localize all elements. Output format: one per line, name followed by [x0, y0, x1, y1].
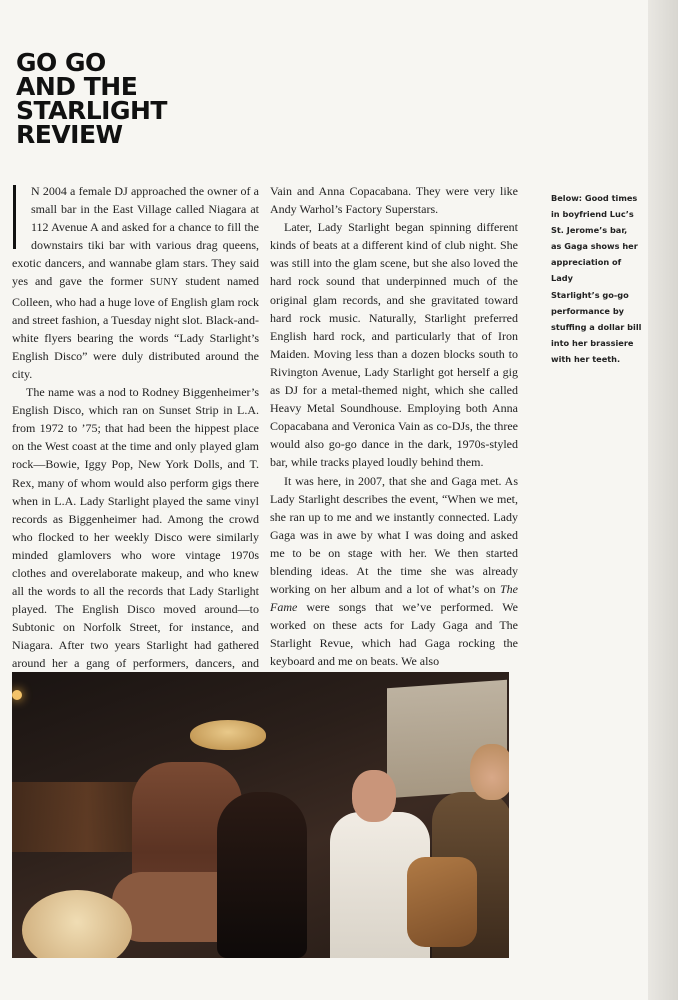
paragraph-text: student named Colleen, who had a huge love of English glam rock and street fashion, a Tuesday night slot. Black-and-white flyers bearing the words “Lady Starlight’s English Disco” were duly distributed around the city. — [12, 274, 259, 381]
article-paragraph: The name was a nod to Rodney Biggenheimer’s English Disco, which ran on Sunset Strip in L.A. from 1972 to ’75; that had been the hippest place on the West coast at the time and only played glam rock—Bowie, Iggy Pop, New York Dolls, and T. Rex, many of whom would also perform gigs there when in L.A. Lady Starlight played the same vinyl records as Biggenheimer had. Among the crowd who flocked to her weekly Disco were similarly minded glamlovers who wore vintage 1970s clothes and overelaborate makeup, and who knew all the words to all the records that Lady Starlight played. The English Disco moved around—to Subtonic on Norfolk Street, for instance, and Niagara. After two years Starlight had gathered around her a gang of performers, dancers, and — [12, 385, 259, 671]
caption-line: St. Jerome’s bar, — [551, 225, 628, 236]
headline-line: AND THE — [16, 72, 138, 101]
photo-light — [12, 690, 22, 700]
article-paragraph — [270, 472, 518, 671]
article-paragraph: Vain and Anna Copacabana. They were very like Andy Warhol’s Factory Superstars. — [270, 184, 518, 217]
caption-line: in boyfriend Luc’s — [551, 209, 634, 220]
caption-line: into her brassiere — [551, 337, 634, 348]
paragraph-text: It was here, in 2007, that she and Gaga met. As Lady Starlight describes the event, “When we met, she ran up to me and we instantly connected. Lady Gaga was in awe by what I was doing and asked me to be on stage with her. We then started blending ideas. At the time she was already working on her album and a lot of what’s on — [270, 473, 518, 597]
caption-line: Below: Good times — [551, 193, 638, 203]
caption-line: Starlight’s go-go — [551, 289, 629, 300]
bar-photo — [12, 672, 509, 958]
paragraph-text: N 2004 a female DJ approached the owner of a small bar in the East Village called Niagara at 112 Avenue A and asked for a chance to fill the downstairs tiki bar with various drag queens, exotic dancers, and wannabe glam stars. They said yes and gave the former — [12, 184, 259, 289]
headline — [16, 48, 167, 149]
drop-cap-bar — [13, 185, 25, 249]
article-paragraph — [12, 182, 259, 383]
photo-woman-head — [470, 744, 509, 800]
photo-straw-hat — [190, 720, 266, 750]
page-edge — [648, 0, 678, 1000]
photo-caption — [551, 190, 643, 367]
caption-line: stuffing a dollar bill — [551, 321, 642, 332]
caption-line: appreciation of Lady — [551, 257, 622, 284]
headline-line: STARLIGHT — [16, 96, 167, 125]
album-title: The Fame — [270, 582, 518, 615]
headline-line: GO GO — [16, 48, 106, 77]
photo-man-head — [352, 770, 396, 822]
caption-line: as Gaga shows her — [551, 241, 638, 252]
article-column-1 — [12, 182, 259, 709]
headline-line: REVIEW — [16, 120, 123, 149]
photo-woman-black-dress — [217, 792, 307, 958]
caption-line: performance by — [551, 305, 625, 316]
article-paragraph: Later, Lady Starlight began spinning different kinds of beats at a different kind of club night. She was still into the glam scene, but she also loved the hard rock sound that underpinned much of the original glam records, and she gravitated toward hard rock music. Naturally, Starlight preferred English hard rock, and particularly that of Iron Maiden. Moving less than a dozen blocks south to Rivington Avenue, Lady Starlight got herself a gig as DJ for a metal-themed night, which she called Heavy Metal Soundhouse. Employing both Anna Copacabana and Veronica Vain as co-DJs, the three would also go-go dance in the dark, 1970s-styled bar, while tracks played loudly behind them. — [270, 220, 518, 470]
photo-handbag — [407, 857, 477, 947]
caption-line: with her teeth. — [551, 353, 621, 364]
paragraph-text: were songs that we’ve performed. We worked on these acts for Lady Gaga and The Starlight Revue, which had Gaga rocking the keyboard and me on beats. We also — [270, 600, 518, 669]
article-column-2 — [270, 182, 518, 671]
paragraph-text: SUNY — [150, 277, 179, 289]
